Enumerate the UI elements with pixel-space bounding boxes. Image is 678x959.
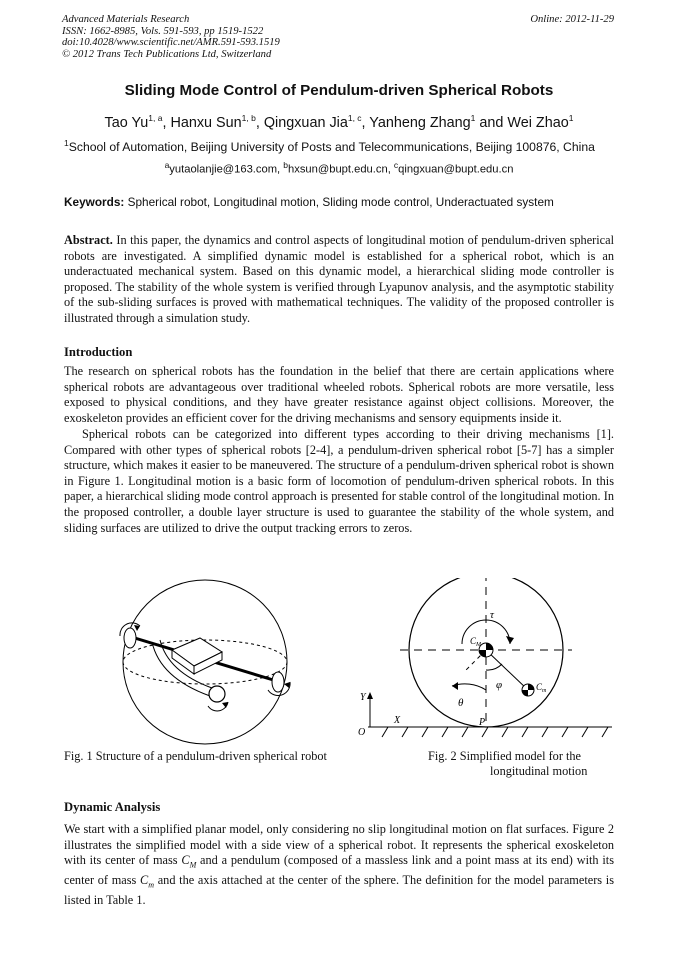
x-label: X: [394, 715, 401, 726]
author: Qingxuan Jia$^{1, c}$,: [263, 113, 370, 131]
online-date: Online: 2012-11-29: [530, 14, 614, 25]
dynamic-analysis-heading: Dynamic Analysis: [64, 800, 161, 814]
figure-2-caption: Fig. 2 Simplified model for the longitudinal motion: [428, 749, 588, 779]
author-emails: $^a$yutaolanjie@163.com, $^b$hxsun@bupt.edu.cn, $^c$qingxuan@bupt.edu.cn: [164, 160, 514, 176]
figure-1-spherical-robot-structure: [100, 578, 310, 748]
ground-hatching: [382, 727, 608, 737]
author: Wei Zhao$^1$: [507, 113, 574, 131]
theta-label: θ: [458, 697, 464, 709]
left-bearing: [124, 628, 136, 648]
phi-arc: [486, 664, 502, 670]
affiliation: $^1$School of Automation, Beijing University of Posts and Telecommunications, Beijing 100876, China: [64, 138, 595, 155]
p-label: P: [479, 717, 486, 728]
cm-small-label: $C_m$: [536, 682, 547, 694]
keywords: Keywords: Spherical robot, Longitudinal motion, Sliding mode control, Underactuated system: [64, 195, 554, 209]
author: Hanxu Sun$^{1, b}$,: [170, 113, 264, 131]
pendulum-mass: [209, 686, 225, 702]
introduction-paragraph-1: The research on spherical robots has the foundation in the belief that there are certain applications where spherical robots are advantageous over traditional wheeled robots. Spherical robots are more versatile, less exposed to physical conditions, and they have greater resistance against object collisions. Moreover, the exoskeleton provides an efficient cover for the driving mechanisms and sensory equipments inside it.: [64, 364, 614, 425]
introduction-paragraph-2: Spherical robots can be categorized into different types according to their driving mechanisms [1]. Compared with other types of spherical robots [2-4], a pendulum-driven spherical robot [5-7] has a simpler structure, which makes it easier to be maneuvered. The structure of a pendulum-driven spherical robot is shown in Figure 1. Longitudinal motion is a basic form of locomotion of pendulum-driven spherical robots. In this paper, a hierarchical sliding mode control approach is presented for stable control of the longitudinal motion. In the proposed controller, a double layer structure is used to guarantee the stability of the whole system, and sliding surfaces are utilized to drive the output tracking errors to zeros.: [64, 427, 614, 535]
phi-label: φ: [496, 679, 503, 691]
y-label: Y: [360, 692, 366, 703]
copyright-line: © 2012 Trans Tech Publications Ltd, Switzerland: [62, 48, 272, 60]
author: Yanheng Zhang$^1$ and: [369, 113, 508, 131]
figure-2-simplified-model: [350, 578, 620, 743]
doi-line: doi:10.4028/www.scientific.net/AMR.591-593.1519: [62, 37, 280, 49]
dynamic-analysis-paragraph: We start with a simplified planar model, only considering no slip longitudinal motion on flat surfaces. Figure 2 illustrates the simplified model with a side view of a spherical robot. It represents the spherical exoskeleton with its center of mass $C_M$ and a pendulum (composed of a massless link and a point mass at its end) with its center of mass $C_m$ and the axis attached at the center of the sphere. The definition for the model parameters is listed in Table 1.: [64, 822, 614, 908]
cm-big-label: $C_M$: [470, 636, 482, 648]
journal-header: [62, 14, 280, 60]
right-bearing: [272, 672, 284, 692]
paper-title: Sliding Mode Control of Pendulum-driven Spherical Robots: [124, 82, 554, 99]
issn-line: ISSN: 1662-8985, Vols. 591-593, pp 1519-1522: [62, 25, 264, 37]
journal-name: Advanced Materials Research: [62, 14, 190, 25]
author: Tao Yu$^{1, a}$,: [104, 113, 171, 131]
abstract: Abstract. In this paper, the dynamics and control aspects of longitudinal motion of pendulum-driven spherical robots are investigated. A simplified dynamic model is established for a spherical robot, which is an underactuated mechanical system. Based on this dynamic model, a hierarchical sliding mode controller is proposed. The stability of the whole system is verified through Lyapunov analysis, and the asymptotic stability of the sub-sliding surfaces is proved with mathematical techniques. The validity of the proposed controller is illustrated through a simulation study.: [64, 233, 614, 325]
o-label: O: [358, 727, 366, 738]
author-list: [0, 113, 678, 131]
introduction-heading: Introduction: [64, 345, 133, 359]
figure-1-caption: Fig. 1 Structure of a pendulum-driven spherical robot: [64, 749, 327, 763]
tau-label: τ: [490, 609, 494, 621]
